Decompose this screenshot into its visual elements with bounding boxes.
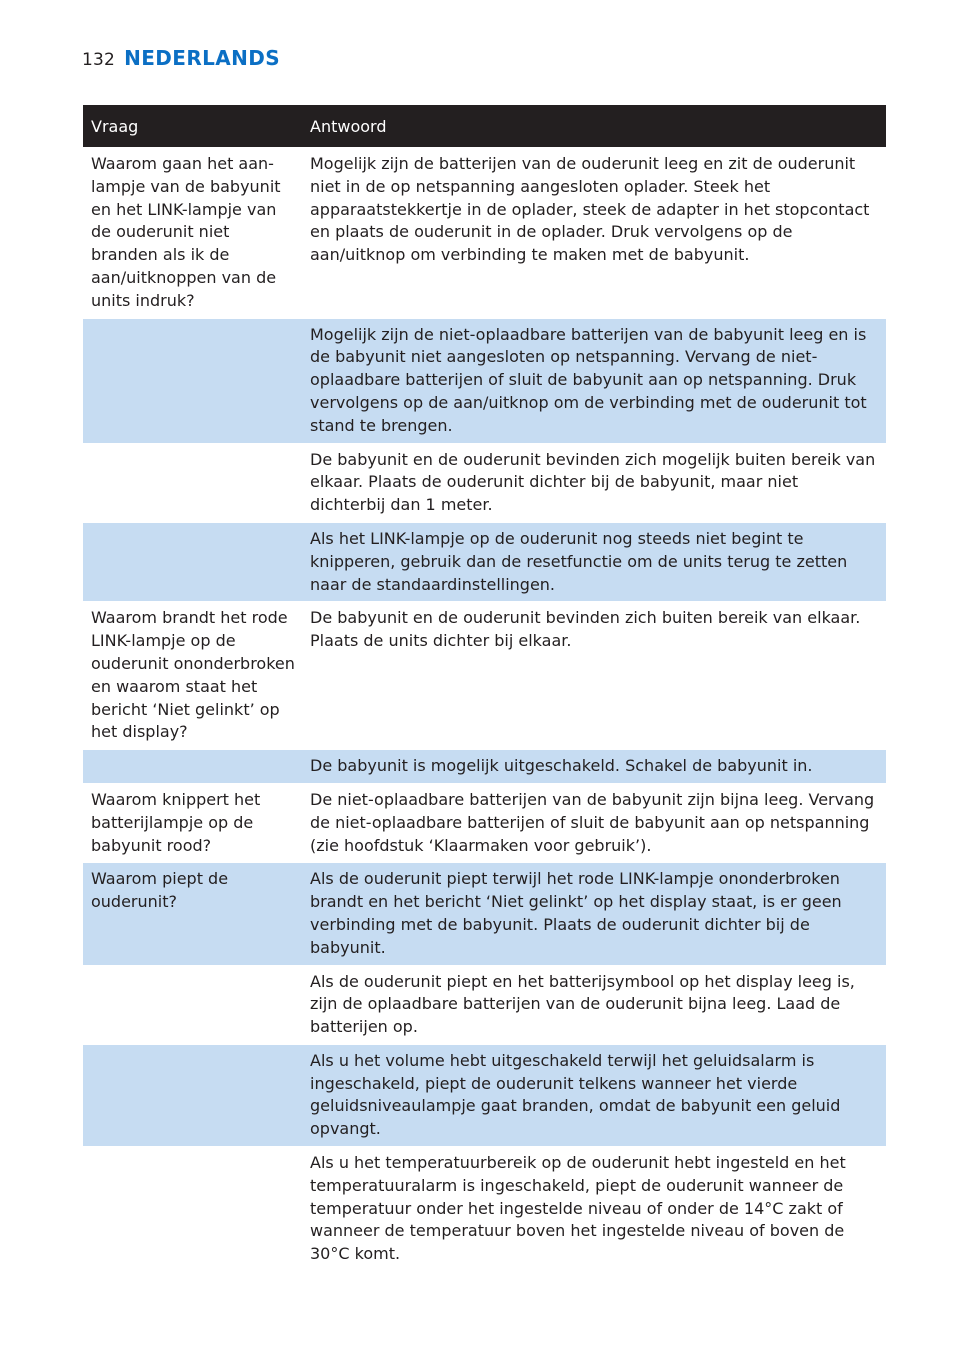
question-cell (83, 750, 303, 784)
question-cell (83, 522, 303, 601)
answer-cell: Mogelijk zijn de niet-oplaadbare batterijen van de babyunit leeg en is de babyunit niet aangesloten op netspanning. Vervang de niet-oplaadbare batterijen of sluit de babyunit aan op netspanning. Druk vervolgens op de aan/uitknop om de verbinding met de ouderunit tot stand te brengen. (303, 318, 886, 443)
table-row (83, 148, 886, 319)
question-cell: Waarom knippert het batterijlampje op de babyunit rood? (83, 783, 303, 862)
page-language-title: NEDERLANDS (124, 46, 281, 70)
answer-cell: De babyunit en de ouderunit bevinden zich mogelijk buiten bereik van elkaar. Plaats de ouderunit dichter bij de babyunit, maar niet dichterbij dan 1 meter. (303, 443, 886, 522)
troubleshooting-table (83, 105, 886, 1271)
question-cell (83, 318, 303, 443)
answer-cell: Als de ouderunit piept terwijl het rode LINK-lampje ononderbroken brandt en het bericht ‘Niet gelinkt’ op het display staat, is er geen verbinding met de babyunit. Plaats de ouderunit dichter bij de babyunit. (303, 863, 886, 965)
page-header (82, 46, 280, 70)
page-number: 132 (82, 50, 116, 70)
question-cell (83, 443, 303, 522)
answer-cell: Mogelijk zijn de batterijen van de ouderunit leeg en zit de ouderunit niet in de op netspanning aangesloten oplader. Steek het apparaatstekkertje in de oplader, steek de adapter in het stopcontact en plaats de ouderunit in de oplader. Druk vervolgens op de aan/uitknop om verbinding te maken met de babyunit. (303, 148, 886, 319)
answer-cell: De babyunit is mogelijk uitgeschakeld. Schakel de babyunit in. (303, 750, 886, 784)
answer-cell: Als de ouderunit piept en het batterijsymbool op het display leeg is, zijn de oplaadbare batterijen van de ouderunit bijna leeg. Laad de batterijen op. (303, 965, 886, 1044)
table-row (83, 522, 886, 601)
table-row (83, 443, 886, 522)
table-row (83, 1044, 886, 1146)
column-header-answer: Antwoord (303, 105, 886, 148)
answer-cell: Als u het volume hebt uitgeschakeld terwijl het geluidsalarm is ingeschakeld, piept de ouderunit telkens wanneer het vierde geluidsniveaulampje gaat branden, omdat de babyunit een geluid opvangt. (303, 1044, 886, 1146)
answer-cell: De niet-oplaadbare batterijen van de babyunit zijn bijna leeg. Vervang de niet-oplaadbare batterijen of sluit de babyunit aan op netspanning (zie hoofdstuk ‘Klaarmaken voor gebruik’). (303, 783, 886, 862)
table-row (83, 750, 886, 784)
table-row (83, 783, 886, 862)
answer-cell: De babyunit en de ouderunit bevinden zich buiten bereik van elkaar. Plaats de units dichter bij elkaar. (303, 602, 886, 750)
table-row (83, 965, 886, 1044)
question-cell (83, 1044, 303, 1146)
table-row (83, 602, 886, 750)
question-cell: Waarom piept de ouderunit? (83, 863, 303, 965)
answer-cell: Als u het temperatuurbereik op de ouderunit hebt ingesteld en het temperatuuralarm is ingeschakeld, piept de ouderunit wanneer de temperatuur onder het ingestelde niveau of onder de 14°C zakt of wanneer de temperatuur boven het ingestelde niveau of boven de 30°C komt. (303, 1147, 886, 1271)
question-cell (83, 1147, 303, 1271)
table-row (83, 318, 886, 443)
question-cell: Waarom brandt het rode LINK-lampje op de ouderunit ononderbroken en waarom staat het bericht ‘Niet gelinkt’ op het display? (83, 602, 303, 750)
question-cell (83, 965, 303, 1044)
column-header-question: Vraag (83, 105, 303, 148)
question-cell: Waarom gaan het aan-lampje van de babyunit en het LINK-lampje van de ouderunit niet branden als ik de aan/uitknoppen van de units indruk? (83, 148, 303, 319)
answer-cell: Als het LINK-lampje op de ouderunit nog steeds niet begint te knipperen, gebruik dan de resetfunctie om de units terug te zetten naar de standaardinstellingen. (303, 522, 886, 601)
table-row (83, 1147, 886, 1271)
table-header-row (83, 105, 886, 148)
table-row (83, 863, 886, 965)
